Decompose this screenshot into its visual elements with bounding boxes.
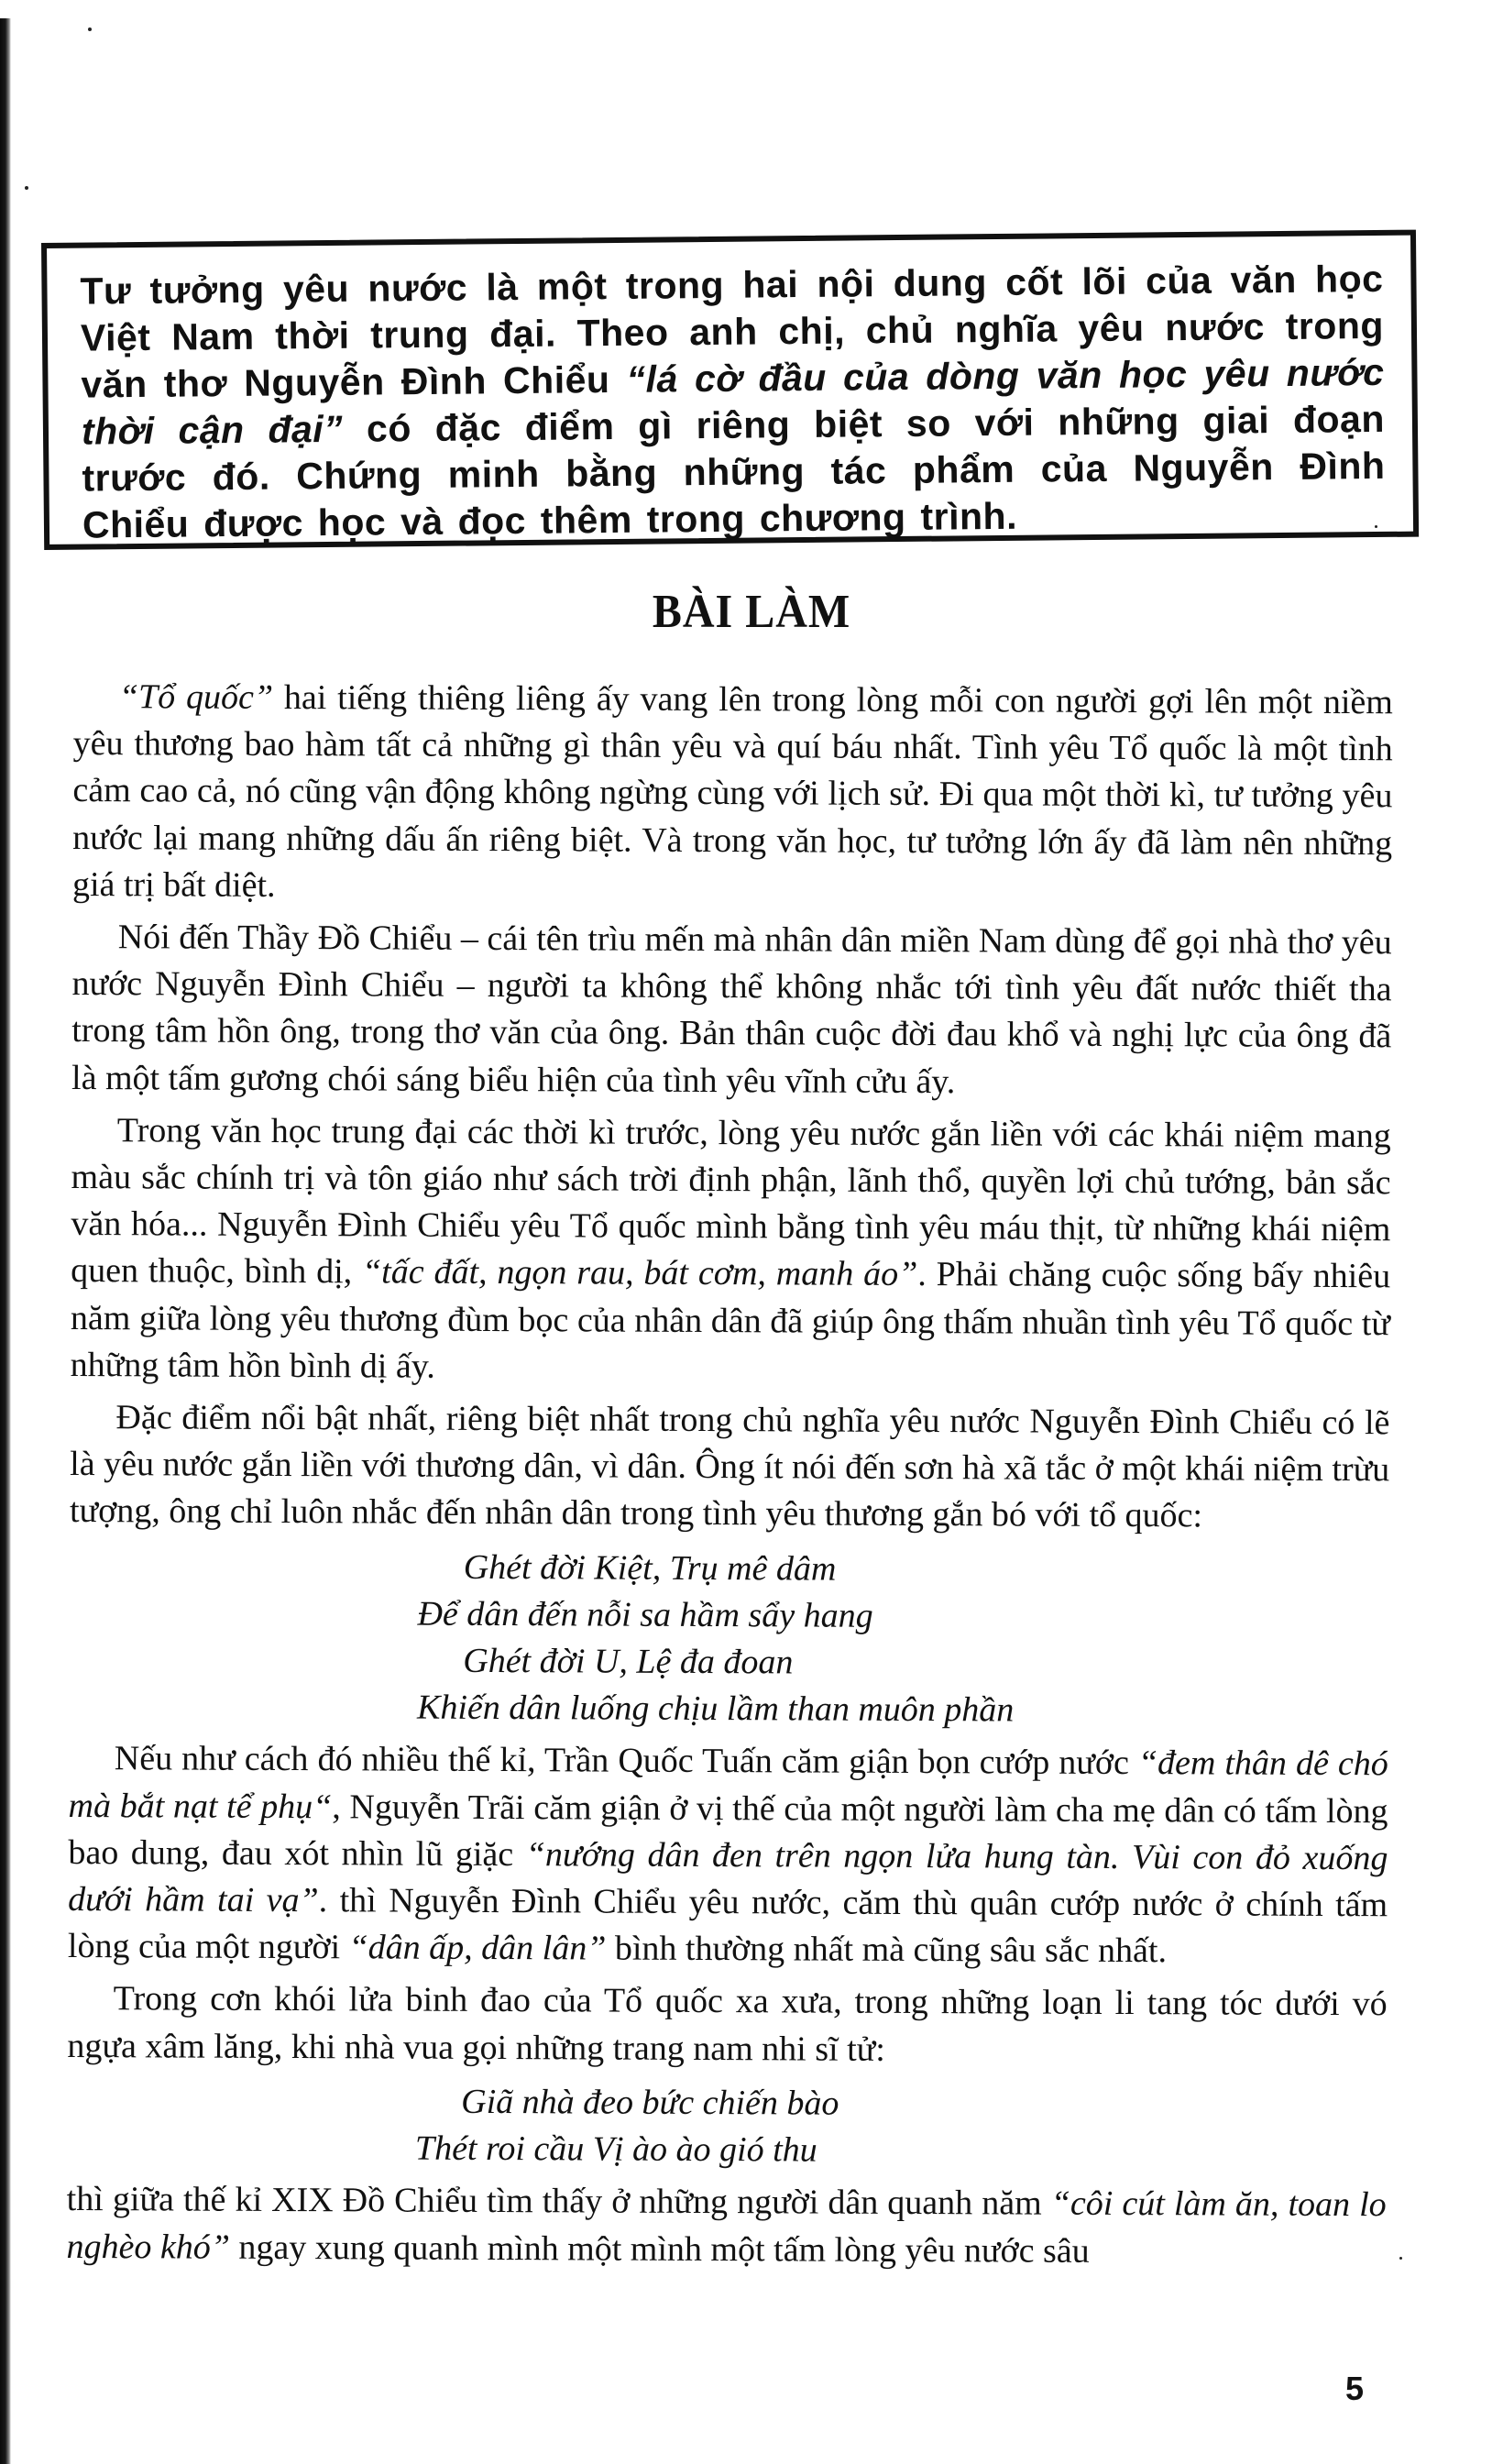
paragraph-text: Nói đến Thầy Đồ Chiểu – cái tên trìu mến mà nhân dân miền Nam dùng để gọi nhà thơ yêu nước Nguyễn Đình Chiểu – người ta không thể không nhắc tới tình yêu đất nước thiết tha trong tâm hồn ông, trong thơ văn của ông. Bản thân cuộc đời đau khổ và nghị lực của ông đã là một tấm gương chói sáng biểu hiện của tình yêu vĩnh cửu ấy. <box>71 918 1392 1101</box>
section-title: BÀI LÀM <box>652 585 851 639</box>
paragraph-text: thì giữa thế kỉ XIX Đồ Chiểu tìm thấy ở những người dân quanh năm <box>66 2180 1051 2223</box>
paragraph-1 <box>72 674 1393 914</box>
poem-line: Khiến dân luống chịu lầm than muôn phần <box>416 1688 1015 1730</box>
scan-speck <box>25 186 28 190</box>
quote: “nướng dân đen trên ngọn lửa hung tàn. Vùi con đỏ xuống dưới hầm tai vạ” <box>68 1835 1388 1920</box>
poem-excerpt-1 <box>69 1543 1389 1736</box>
poem-line: Ghét đời Kiệt, Trụ mê dâm <box>463 1547 837 1589</box>
paragraph-text: bình thường nhất mà cũng sâu sắc nhất. <box>606 1929 1168 1971</box>
paragraph-5 <box>68 1735 1388 1975</box>
scan-speck <box>1375 525 1377 528</box>
paragraph-text: , Nguyễn Trãi căm giận ở vị thế của một người làm cha mẹ dân có tấm lòng bao dung, đau xót nhìn lũ giặc <box>68 1787 1388 1875</box>
paragraph-2 <box>71 914 1392 1107</box>
poem-line: Thét roi cầu Vị ào ào gió thu <box>414 2128 817 2170</box>
paragraph-text: . thì Nguyễn Đình Chiểu yêu nước, căm thù quân cướp nước ở chính tấm lòng của một người <box>67 1881 1388 1967</box>
question-segment: có đặc điểm gì riêng biệt so với những giai đoạn trước đó. Chứng minh bằng những tác phẩm của Nguyễn Đình Chiểu được học và đọc thêm trong chương trình. <box>82 397 1386 546</box>
page-number: 5 <box>1345 2370 1365 2407</box>
paragraph-4 <box>70 1394 1390 1541</box>
question-box <box>41 230 1419 550</box>
page-binding-edge <box>0 18 11 2464</box>
quote: “côi cút làm ăn, toan lo nghèo khó” <box>66 2184 1387 2267</box>
question-segment: Tư tưởng yêu nước là một trong hai nội dung cốt lõi của văn học Việt Nam thời trung đại. Theo anh chị, chủ nghĩa yêu nước trong văn thơ Nguyễn Đình Chiểu <box>80 257 1385 406</box>
quote: “đem thân dê chó mà bắt nạt tể phụ“ <box>68 1744 1388 1826</box>
poem-line: Để dân đến nỗi sa hầm sẩy hang <box>417 1594 873 1635</box>
essay-body <box>66 674 1393 2276</box>
paragraph-text: Nếu như cách đó nhiều thế kỉ, Trần Quốc Tuấn căm giận bọn cướp nước <box>114 1739 1139 1783</box>
paragraph-text: . Phải chăng cuộc sống bấy nhiêu năm giữa lòng yêu thương đùm bọc của nhân dân đã giúp ông thấm nhuần tình yêu Tổ quốc từ những tâm hồn bình dị ấy. <box>70 1255 1391 1386</box>
paragraph-text: ngay xung quanh mình một mình một tấm lòng yêu nước sâu <box>229 2228 1090 2271</box>
paragraph-text: Trong văn học trung đại các thời kì trước, lòng yêu nước gắn liền với các khái niệm mang màu sắc chính trị và tôn giáo như sách trời định phận, lãnh thổ, quyền lợi chủ tướng, bản sắc văn hóa... Nguyễn Đình Chiểu yêu Tổ quốc mình bằng tình yêu máu thịt, từ những khái niệm quen thuộc, bình dị, <box>71 1111 1391 1292</box>
quote: “Tổ quốc” <box>118 677 274 717</box>
paragraph-7 <box>66 2176 1386 2276</box>
paragraph-text: Trong cơn khói lửa binh đao của Tổ quốc xa xưa, trong những loạn li tang tóc dưới vó ngựa xâm lăng, khi nhà vua gọi những trang nam nhi sĩ tử: <box>67 1979 1388 2069</box>
paragraph-6 <box>67 1975 1387 2075</box>
paragraph-text: Đặc điểm nổi bật nhất, riêng biệt nhất trong chủ nghĩa yêu nước Nguyễn Đình Chiểu có lẽ là yêu nước gắn liền với thương dân, vì dân. Ông ít nói đến sơn hà xã tắc ở một khái niệm trừu tượng, ông chỉ luôn nhắc đến nhân dân trong tình yêu thương gắn bó với tổ quốc: <box>69 1398 1390 1535</box>
quote: “dân ấp, dân lân” <box>348 1928 607 1968</box>
question-quote: “lá cờ đầu của dòng văn học yêu nước thời cận đại” <box>81 350 1385 453</box>
paragraph-text: hai tiếng thiêng liêng ấy vang lên trong lòng mỗi con người gợi lên một niềm yêu thương bao hàm tất cả những gì thân yêu và quí báu nhất. Tình yêu Tổ quốc là một tình cảm cao cả, nó cũng vận động không ngừng cùng với lịch sử. Đi qua một thời kì, tư tưởng yêu nước lại mang những dấu ấn riêng biệt. Và trong văn học, tư tưởng lớn ấy đã làm nên những giá trị bất diệt. <box>71 677 1393 905</box>
question-text <box>80 256 1386 549</box>
quote: “tấc đất, ngọn rau, bát cơm, manh áo” <box>361 1252 918 1294</box>
poem-line: Giã nhà đeo bức chiến bào <box>461 2082 839 2123</box>
scan-speck <box>88 28 92 31</box>
paragraph-3 <box>71 1107 1391 1394</box>
poem-line: Ghét đời U, Lệ đa đoan <box>463 1641 794 1682</box>
scan-speck <box>1399 2257 1402 2260</box>
poem-excerpt-2 <box>67 2077 1387 2177</box>
